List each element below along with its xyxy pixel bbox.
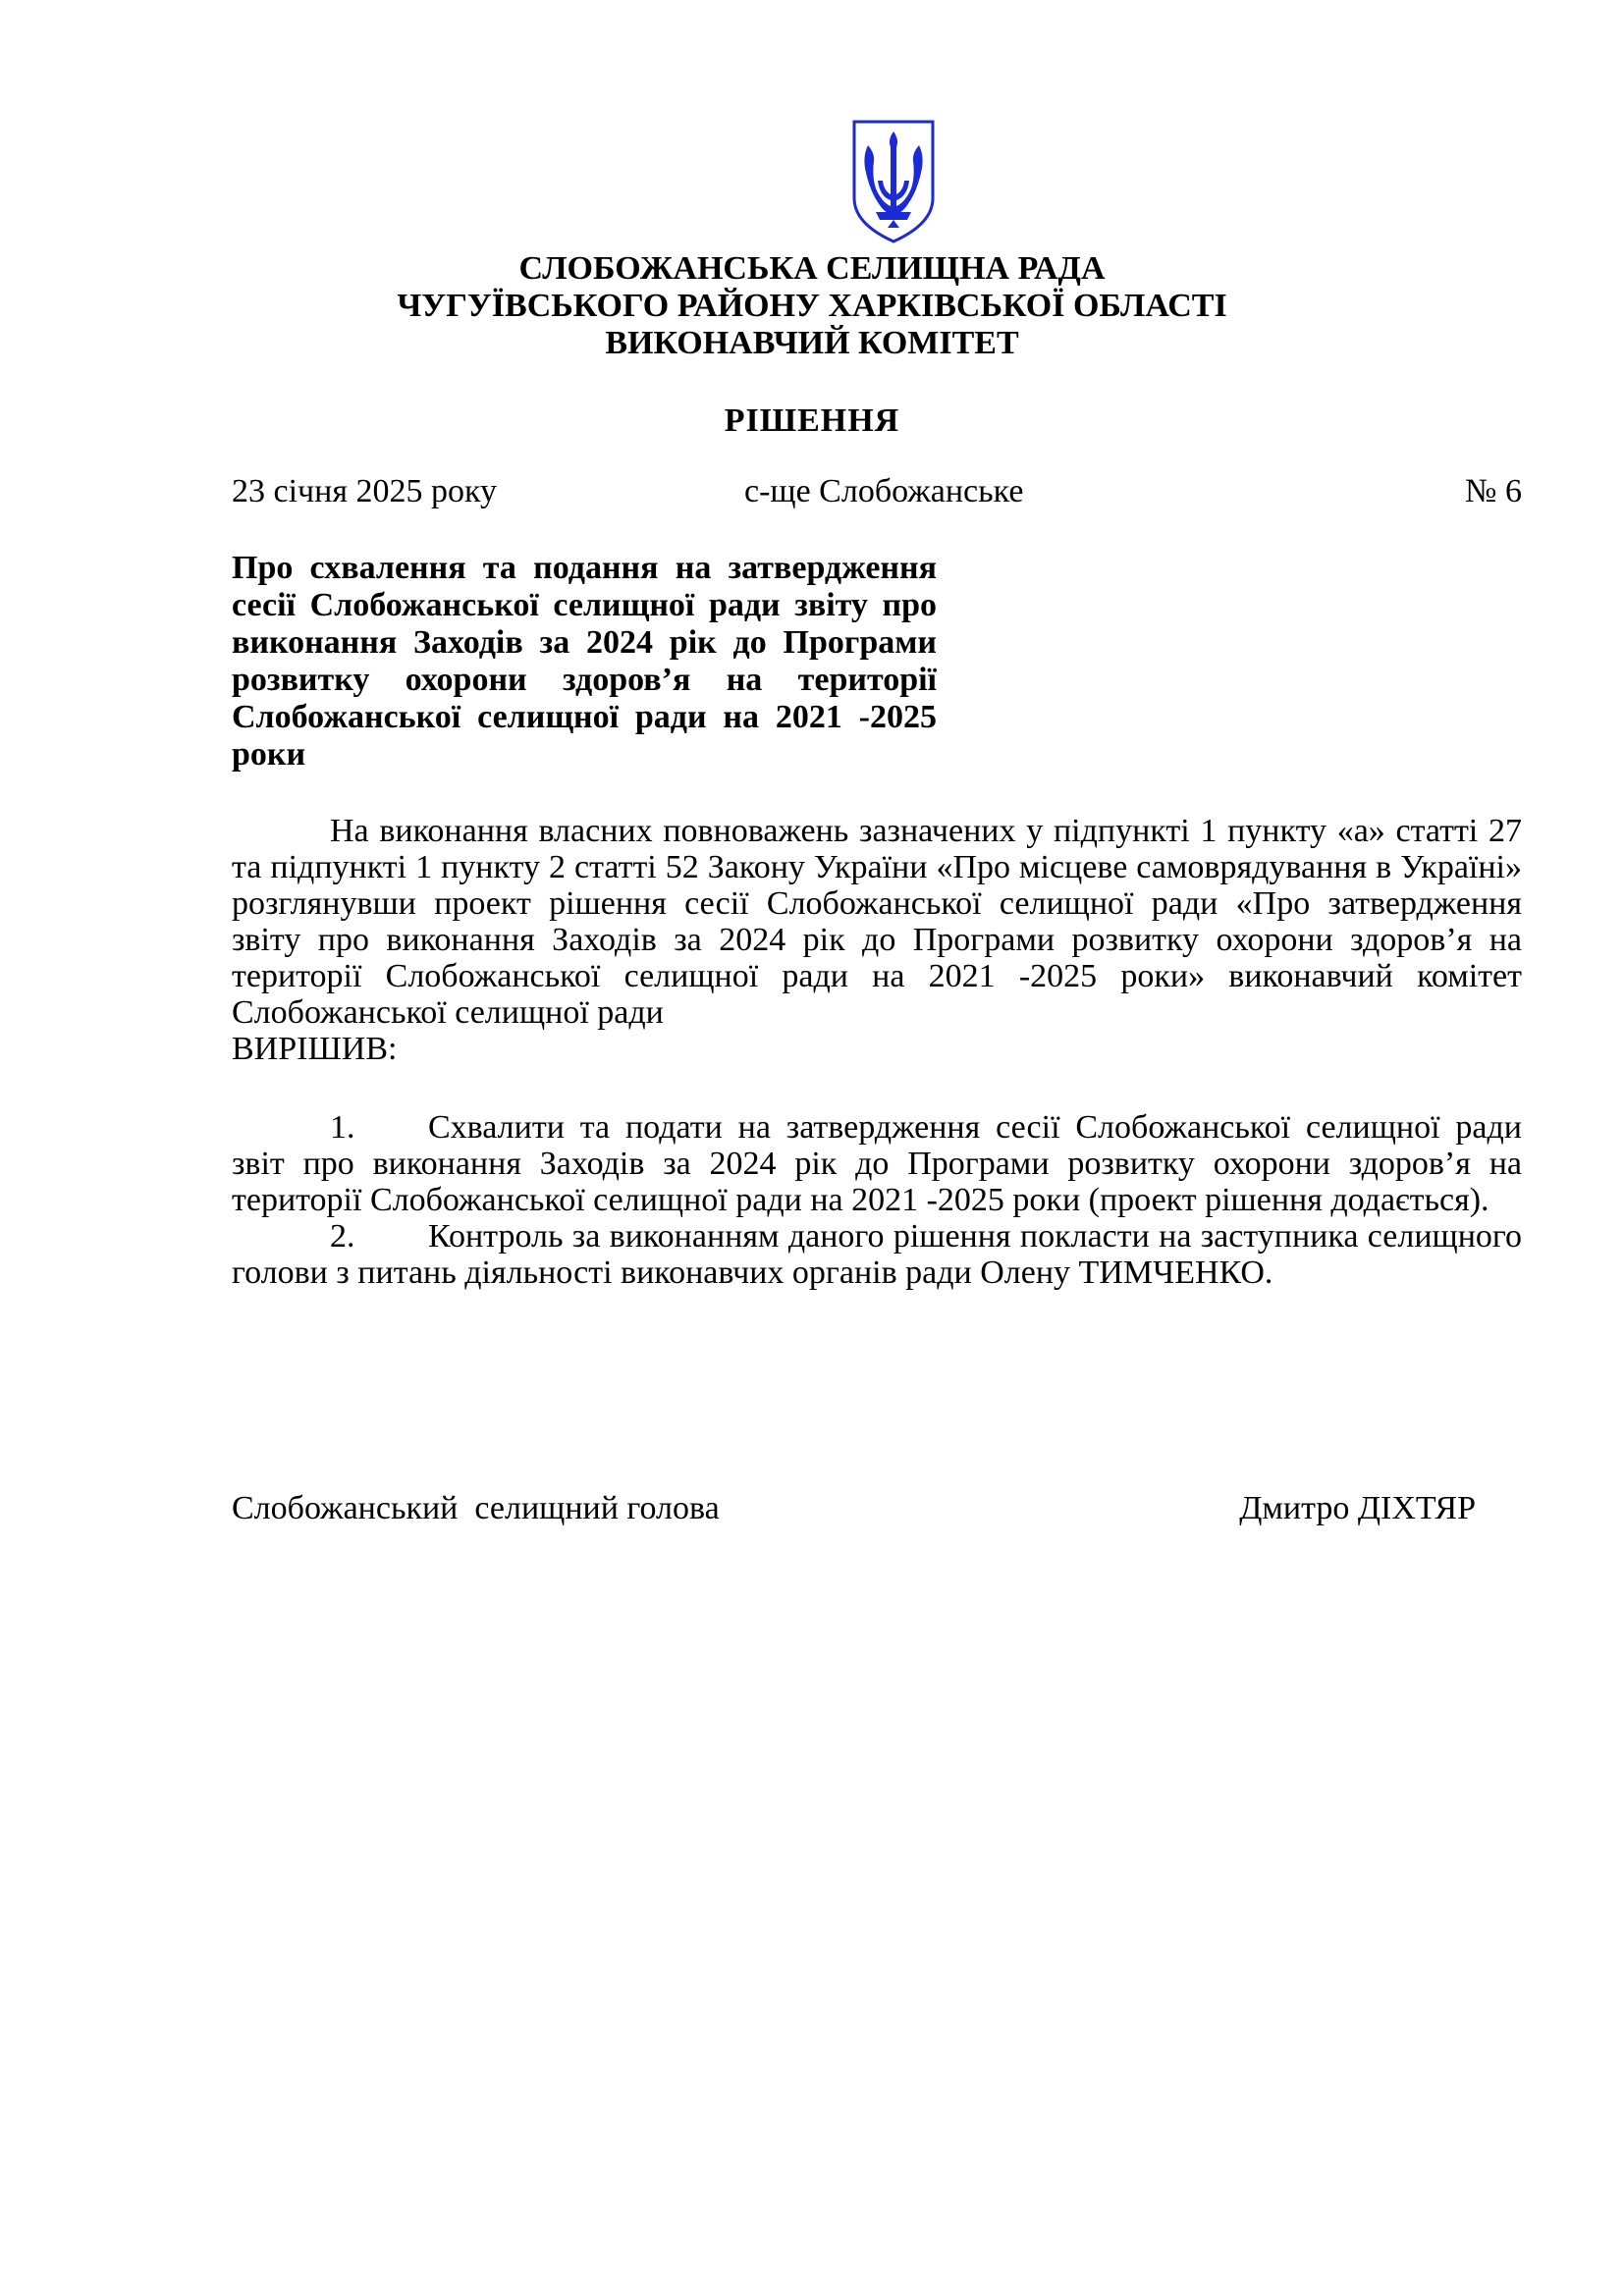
org-name-line: СЛОБОЖАНСЬКА СЕЛИЩНА РАДА [518,250,1106,287]
signatory-title: Слобожанський селищний голова [232,1490,720,1526]
decision-item-number: 2. [330,1218,355,1255]
document-date: 23 січня 2025 року [232,473,498,509]
signatory-name: Дмитро ДІХТЯР [1239,1490,1476,1526]
org-committee-line: ВИКОНАВЧИЙ КОМІТЕТ [605,325,1019,361]
document-type-title: РІШЕННЯ [724,402,900,439]
decision-item [232,1218,1522,1291]
decision-items [232,1109,1522,1291]
document-preamble-block [232,813,1522,1067]
decision-item [232,1109,1522,1218]
document-number: № 6 [1465,473,1522,509]
decision-item-text: Контроль за виконанням даного рішення покласти на заступника селищного голови з питань діяльності виконавчих органів ради Олену ТИМЧЕНКО. [232,1218,1522,1291]
decision-item-text: Схвалити та подати на затвердження сесії Слобожанської селищної ради звіт про виконання Заходів за 2024 рік до Програми розвитку охорони здоров’я на території Слобожанської селищної ради на 2021 -2025 роки (проект рішення додається). [232,1109,1522,1218]
signature-block [232,1490,1522,1529]
document-subject: Про схвалення та подання на затвердження сесії Слобожанської селищної ради звіту про виконання Заходів за 2024 рік до Програми розвитку охорони здоров’я на території Слобожанської селищної ради на 2021 -2025 роки [232,550,937,773]
org-district-line: ЧУГУЇВСЬКОГО РАЙОНУ ХАРКІВСЬКОЇ ОБЛАСТІ [397,288,1227,324]
document-meta-row [232,473,1522,512]
decision-item-number: 1. [330,1109,355,1146]
document-place: с-ще Слобожанське [744,473,1024,509]
resolved-heading: ВИРІШИВ: [232,1031,398,1067]
organization-header [0,250,1624,362]
trident-emblem-icon [848,118,939,245]
preamble-paragraph: На виконання власних повноважень зазначених у підпункті 1 пункту «а» статті 27 та підпункті 1 пункту 2 статті 52 Закону України «Про місцеве самоврядування в Україні» розглянувши проект рішення сесії Слобожанської селищної ради «Про затвердження звіту про виконання Заходів за 2024 рік до Програми розвитку охорони здоров’я на території Слобожанської селищної ради на 2021 -2025 роки» виконавчий комітет Слобожанської селищної ради [232,813,1522,1031]
